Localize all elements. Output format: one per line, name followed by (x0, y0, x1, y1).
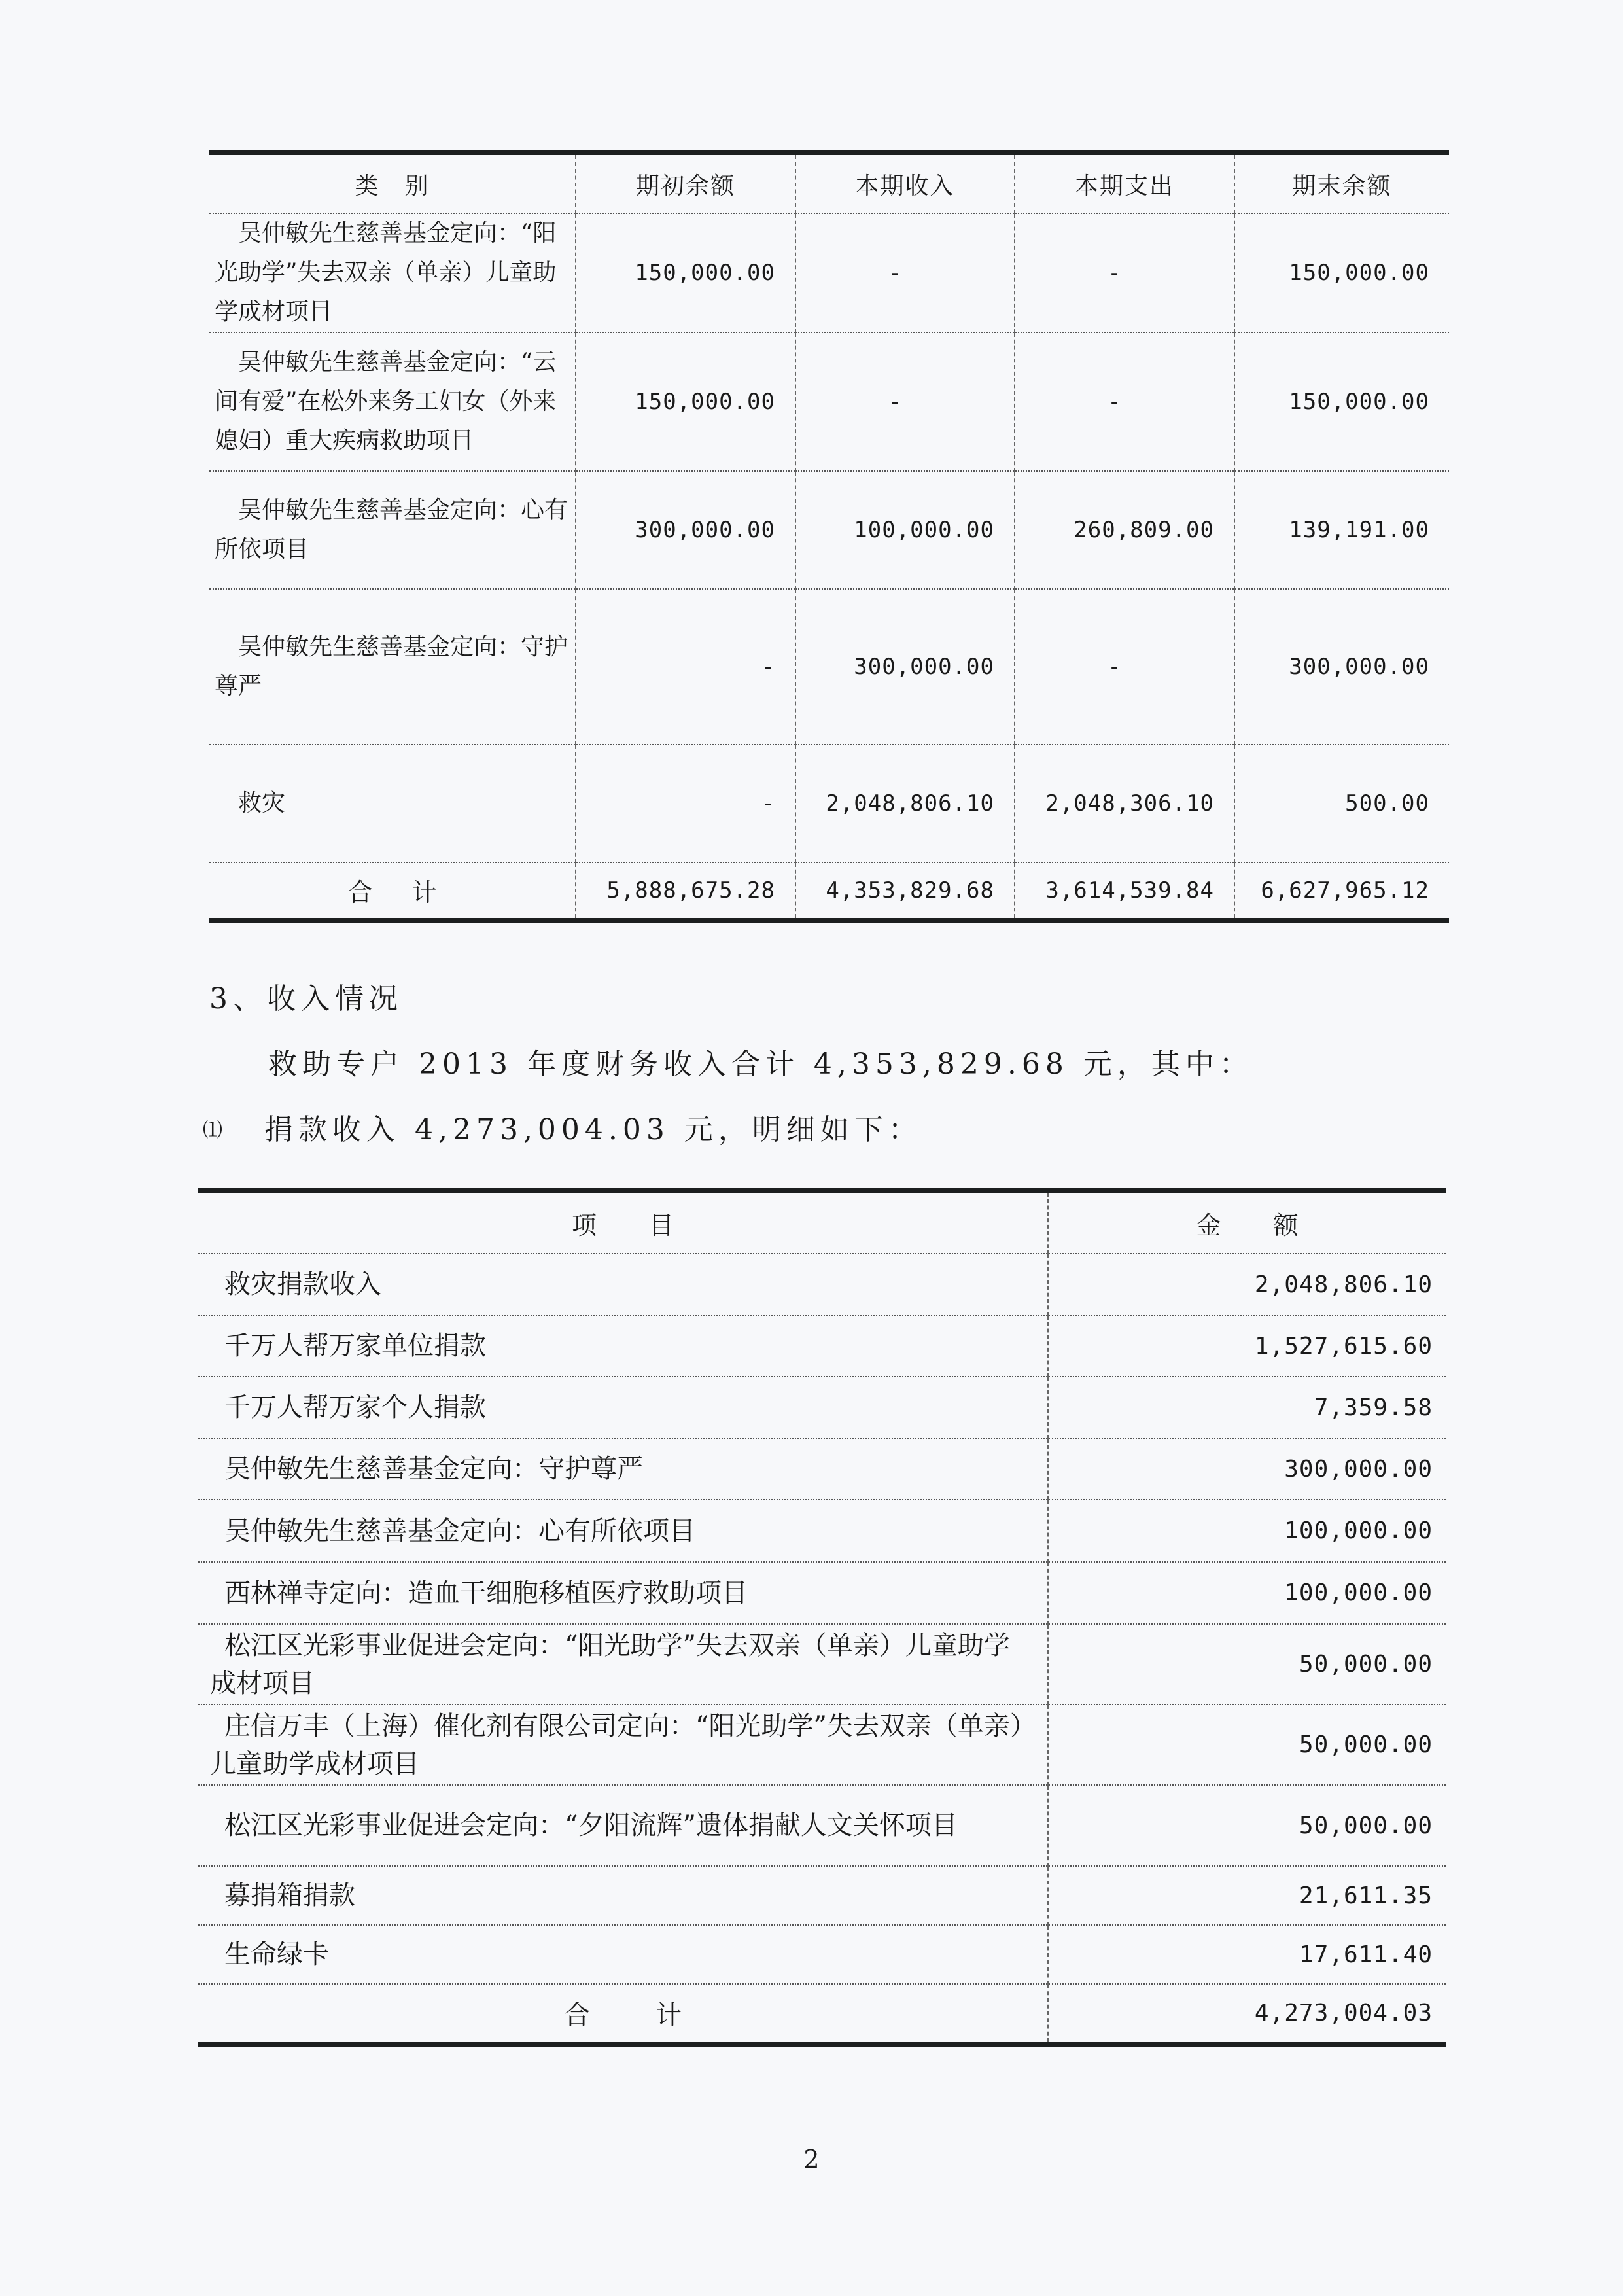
row-amount: 2,048,806.10 (1048, 1254, 1446, 1315)
row-amount: 7,359.58 (1048, 1377, 1446, 1438)
table-row (198, 1624, 1446, 1704)
row-amount: 300,000.00 (1048, 1438, 1446, 1500)
row-item: 救灾捐款收入 (198, 1254, 1048, 1315)
row-expense: - (1015, 332, 1234, 471)
total-closing: 6,627,965.12 (1234, 862, 1449, 920)
page-number: 2 (803, 2145, 820, 2174)
table-row (209, 213, 1449, 332)
table-row (198, 1785, 1446, 1866)
row-income: 300,000.00 (795, 589, 1015, 745)
table-row (209, 332, 1449, 471)
row-opening: 300,000.00 (576, 471, 795, 589)
total-income: 4,353,829.68 (795, 862, 1015, 920)
row-expense: 2,048,306.10 (1015, 745, 1234, 862)
row-amount: 21,611.35 (1048, 1866, 1446, 1925)
donation-table-header (198, 1191, 1446, 1254)
header-item: 项目 (198, 1191, 1048, 1254)
table-row (209, 471, 1449, 589)
table-row (198, 1377, 1446, 1438)
row-income: - (795, 332, 1015, 471)
header-income: 本期收入 (795, 153, 1015, 214)
header-opening: 期初余额 (576, 153, 795, 214)
table-row (198, 1254, 1446, 1315)
table-row (209, 745, 1449, 862)
row-amount: 50,000.00 (1048, 1624, 1446, 1704)
row-opening: 150,000.00 (576, 332, 795, 471)
row-category: 吴仲敏先生慈善基金定向：“阳光助学”失去双亲（单亲）儿童助学成材项目 (209, 213, 576, 332)
row-opening: 150,000.00 (576, 213, 795, 332)
row-category: 吴仲敏先生慈善基金定向：心有所依项目 (209, 471, 576, 589)
table-row (198, 1925, 1446, 1984)
row-expense: - (1015, 589, 1234, 745)
row-opening: - (576, 589, 795, 745)
donation-subheading (203, 1106, 922, 1148)
row-amount: 17,611.40 (1048, 1925, 1446, 1984)
balance-table (209, 150, 1449, 923)
table-row (198, 1866, 1446, 1925)
row-closing: 500.00 (1234, 745, 1449, 862)
row-amount: 100,000.00 (1048, 1500, 1446, 1562)
table-row (198, 1500, 1446, 1562)
table-row (198, 1438, 1446, 1500)
header-expense: 本期支出 (1015, 153, 1234, 214)
row-expense: - (1015, 213, 1234, 332)
row-item: 募捐箱捐款 (198, 1866, 1048, 1925)
row-closing: 139,191.00 (1234, 471, 1449, 589)
income-summary: 救助专户 2013 年度财务收入合计 4,353,829.68 元，其中： (268, 1048, 1253, 1081)
table-row (209, 589, 1449, 745)
table-row (198, 1562, 1446, 1624)
row-item: 千万人帮万家单位捐款 (198, 1315, 1048, 1377)
row-item: 庄信万丰（上海）催化剂有限公司定向：“阳光助学”失去双亲（单亲）儿童助学成材项目 (198, 1704, 1048, 1785)
row-amount: 1,527,615.60 (1048, 1315, 1446, 1377)
row-item: 吴仲敏先生慈善基金定向：心有所依项目 (198, 1500, 1048, 1562)
row-expense: 260,809.00 (1015, 471, 1234, 589)
row-item: 生命绿卡 (198, 1925, 1048, 1984)
balance-table-header (209, 153, 1449, 214)
total-opening: 5,888,675.28 (576, 862, 795, 920)
total-expense: 3,614,539.84 (1015, 862, 1234, 920)
row-item: 松江区光彩事业促进会定向：“阳光助学”失去双亲（单亲）儿童助学成材项目 (198, 1624, 1048, 1704)
row-closing: 300,000.00 (1234, 589, 1449, 745)
donation-subheading-text: 捐款收入 4,273,004.03 元，明细如下： (264, 1113, 922, 1146)
row-amount: 50,000.00 (1048, 1785, 1446, 1866)
table-row (198, 1315, 1446, 1377)
row-item: 松江区光彩事业促进会定向：“夕阳流辉”遗体捐献人文关怀项目 (198, 1785, 1048, 1866)
row-item: 吴仲敏先生慈善基金定向：守护尊严 (198, 1438, 1048, 1500)
header-amount: 金额 (1048, 1191, 1446, 1254)
header-closing: 期末余额 (1234, 153, 1449, 214)
total-row (209, 862, 1449, 920)
list-marker: ⑴ (203, 1119, 222, 1142)
total-row (198, 1984, 1446, 2044)
row-amount: 50,000.00 (1048, 1704, 1446, 1785)
total-amount: 4,273,004.03 (1048, 1984, 1446, 2044)
row-category: 吴仲敏先生慈善基金定向：“云间有爱”在松外来务工妇女（外来媳妇）重大疾病救助项目 (209, 332, 576, 471)
section-heading: 3、收入情况 (209, 982, 403, 1016)
row-income: 100,000.00 (795, 471, 1015, 589)
row-amount: 100,000.00 (1048, 1562, 1446, 1624)
header-category: 类 别 (209, 153, 576, 214)
donation-table (198, 1188, 1446, 2047)
row-income: 2,048,806.10 (795, 745, 1015, 862)
row-item: 千万人帮万家个人捐款 (198, 1377, 1048, 1438)
row-opening: - (576, 745, 795, 862)
row-item: 西林禅寺定向：造血干细胞移植医疗救助项目 (198, 1562, 1048, 1624)
row-category: 吴仲敏先生慈善基金定向：守护尊严 (209, 589, 576, 745)
total-label: 合计 (198, 1984, 1048, 2044)
row-closing: 150,000.00 (1234, 332, 1449, 471)
row-category: 救灾 (209, 745, 576, 862)
total-label: 合计 (209, 862, 576, 920)
row-income: - (795, 213, 1015, 332)
row-closing: 150,000.00 (1234, 213, 1449, 332)
table-row (198, 1704, 1446, 1785)
